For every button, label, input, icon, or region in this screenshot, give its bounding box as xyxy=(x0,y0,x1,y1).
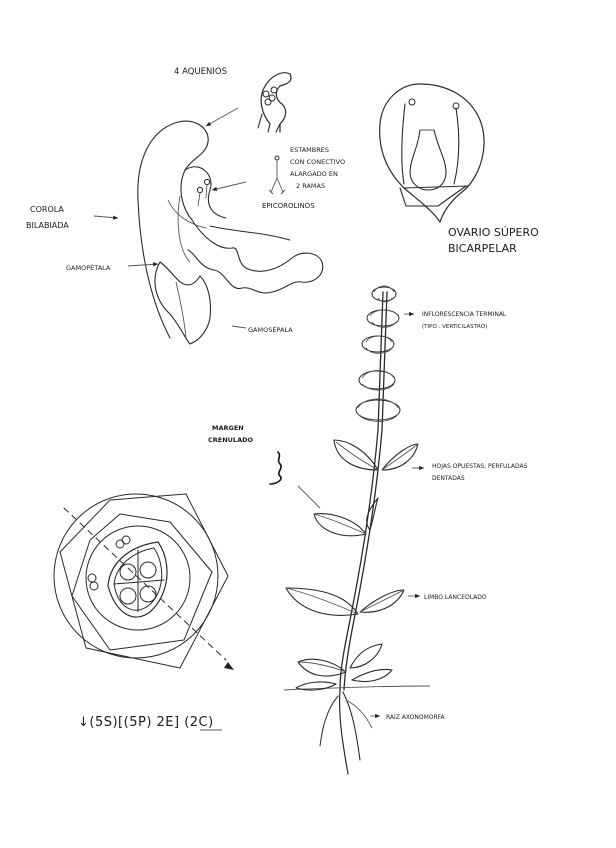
whorl-4 xyxy=(359,371,395,391)
whorl-3 xyxy=(362,336,394,353)
whole-plant-drawing xyxy=(270,286,430,774)
label-corola-1: Corola xyxy=(30,205,64,214)
label-corola-2: Bilabiada xyxy=(26,221,69,230)
achenes-drawing xyxy=(258,73,291,132)
whorl-1 xyxy=(372,286,396,302)
stamen-drawing xyxy=(269,156,285,194)
floral-diagram-drawing xyxy=(54,494,234,670)
label-root: Raíz axonomorfa xyxy=(386,714,445,721)
label-gamopetala: Gamopétala xyxy=(66,264,111,272)
label-ovary-2: bicarpelar xyxy=(448,242,517,255)
label-inflorescence-1: Inflorescencia terminal xyxy=(422,311,507,318)
label-margin-2: crenulado xyxy=(208,436,254,444)
label-gamosepala: Gamosépala xyxy=(248,326,293,334)
labiate-flower-drawing xyxy=(138,121,326,344)
label-inflorescence-2: (tipo : verticilastro) xyxy=(422,324,488,330)
label-stamens-1: Estambres xyxy=(290,146,329,154)
label-leaves-2: dentadas xyxy=(432,475,465,482)
floral-formula: ↓(5S)[(5P) 2E] (2C) xyxy=(78,715,214,730)
label-leaves-1: Hojas opuestas, perfuladas xyxy=(432,463,528,470)
label-limbo: Limbo lanceolado xyxy=(424,594,487,601)
whorl-2 xyxy=(367,310,399,327)
label-margin-1: Margen xyxy=(212,424,244,432)
label-achenes: 4 aquenios xyxy=(174,67,228,77)
label-ovary-1: Ovario súpero xyxy=(448,226,539,239)
label-stamens-2: con conectivo xyxy=(290,158,346,166)
label-stamens-3: alargado en xyxy=(290,170,338,178)
label-epicorolinos: Epicorolinos xyxy=(262,202,315,210)
label-stamens-4: 2 ramas xyxy=(296,182,326,190)
ovary-section-drawing xyxy=(380,84,484,222)
